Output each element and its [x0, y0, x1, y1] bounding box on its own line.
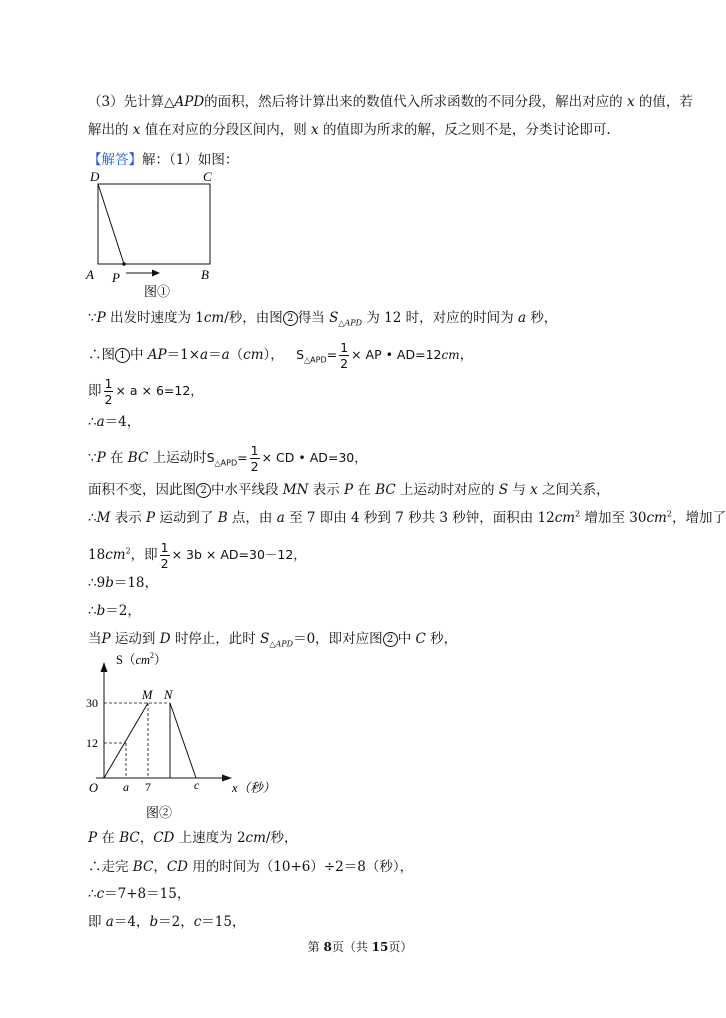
y-axis-label: $S(cm^2)$ — [116, 651, 167, 667]
solution-line-9: ∴9b＝18， — [88, 575, 159, 591]
answer-heading: 【解答】解：（1）如图： — [88, 152, 239, 168]
segment-nc — [170, 703, 196, 778]
x-axis-arrow — [222, 775, 232, 782]
arrow-head — [152, 270, 160, 277]
para3-line1: （3）先计算△APD的面积，然后将计算出来的数值代入所求函数的不同分段，解出对应的 x 的值，若 — [88, 94, 693, 110]
label-n: N — [164, 688, 173, 702]
fraction-half: $\frac{1}{2}$ — [104, 376, 113, 407]
solution-line-7: ∴M 表示 P 运动到了 B 点，由 a 至 7 即由 4 秒到 7 秒共 3 秒钟，面积由 $12cm^2$ 增加至 $30cm^2$，增加了 — [88, 509, 726, 526]
tick-12: 12 — [86, 736, 98, 750]
segment-om — [104, 703, 148, 778]
fraction-half: $\frac{1}{2}$ — [250, 443, 259, 474]
label-o: O — [89, 781, 99, 795]
figure-1-rectangle — [82, 168, 222, 300]
tick-a: a — [123, 780, 129, 794]
solution-line-8: $18cm^2$，即 $\frac{1}{2}$ × 3b × AD=30－12， — [88, 540, 306, 571]
solution-line-4: ∴a＝4， — [88, 414, 141, 430]
segment-dp — [98, 184, 124, 264]
x-axis-label: x（秒） — [232, 781, 276, 795]
solution-line-14: ∴c＝7+8＝15， — [88, 886, 191, 902]
figure-1-caption: 图① — [144, 284, 171, 299]
label-p: P — [112, 270, 120, 285]
label-m: M — [142, 688, 153, 702]
rectangle-abcd — [98, 184, 210, 264]
y-axis-arrow — [101, 662, 108, 672]
circled-1: 1 — [115, 348, 130, 363]
solution-line-6: 面积不变，因此图 2 中水平线段 MN 表示 P 在 BC 上运动时对应的 S 与 x 之间关系， — [88, 482, 610, 498]
solution-line-12: P 在 BC，CD 上速度为 2cm/秒， — [88, 830, 298, 846]
page-number: 8 — [323, 940, 332, 954]
label-b: B — [201, 267, 209, 282]
solution-line-15: 即 a＝4，b＝2，c＝15， — [88, 914, 246, 930]
solution-line-2: ∴图 1 中 AP＝1×a＝a（cm）， $S_{\triangle APD}=$ $\frac{1}{2}$ × AP • AD=12cm， — [88, 340, 474, 371]
para3-line2: 解出的 x 值在对应的分段区间内，则 x 的值即为所求的解，反之则不是，分类讨论即可. — [88, 122, 611, 138]
solution-line-11: 当P 运动到 D 时停止，此时 $S_{\triangle APD}=0$，即对应图 2 中 C 秒， — [88, 631, 458, 649]
tick-7: 7 — [145, 780, 151, 794]
solution-line-3: 即 $\frac{1}{2}$ × a × 6=12， — [88, 376, 203, 407]
solution-line-13: ∴走完 BC，CD 用的时间为（10+6）÷2＝8（秒）， — [88, 859, 414, 875]
point-p — [122, 262, 126, 266]
fraction-half: $\frac{1}{2}$ — [160, 540, 169, 571]
page-footer: 第 8页（共 15页） — [307, 940, 413, 954]
solution-line-1: ∵P 出发时速度为 1cm/秒，由图 2 得当 $S_{\triangle APD}$ 为 12 时，对应的时间为 a 秒， — [88, 310, 558, 328]
tick-30: 30 — [86, 696, 98, 710]
figure-2-caption: 图② — [146, 805, 173, 820]
answer-tag: 【解答】 — [88, 152, 142, 168]
circled-2: 2 — [196, 483, 211, 498]
solution-line-10: ∴b＝2， — [88, 603, 141, 619]
label-a: A — [86, 267, 94, 282]
label-d: D — [90, 169, 100, 184]
figure-2-graph — [84, 650, 284, 822]
circled-2: 2 — [383, 632, 398, 647]
solution-line-5: ∵P 在 BC 上运动时$S_{\triangle APD}=$ $\frac{1}{2}$ × CD • AD=30， — [88, 443, 367, 474]
fraction-half: $\frac{1}{2}$ — [340, 340, 349, 371]
tick-c: c — [194, 778, 200, 792]
total-pages: 15 — [371, 940, 389, 954]
label-c: C — [203, 169, 212, 184]
circled-2: 2 — [283, 311, 298, 326]
